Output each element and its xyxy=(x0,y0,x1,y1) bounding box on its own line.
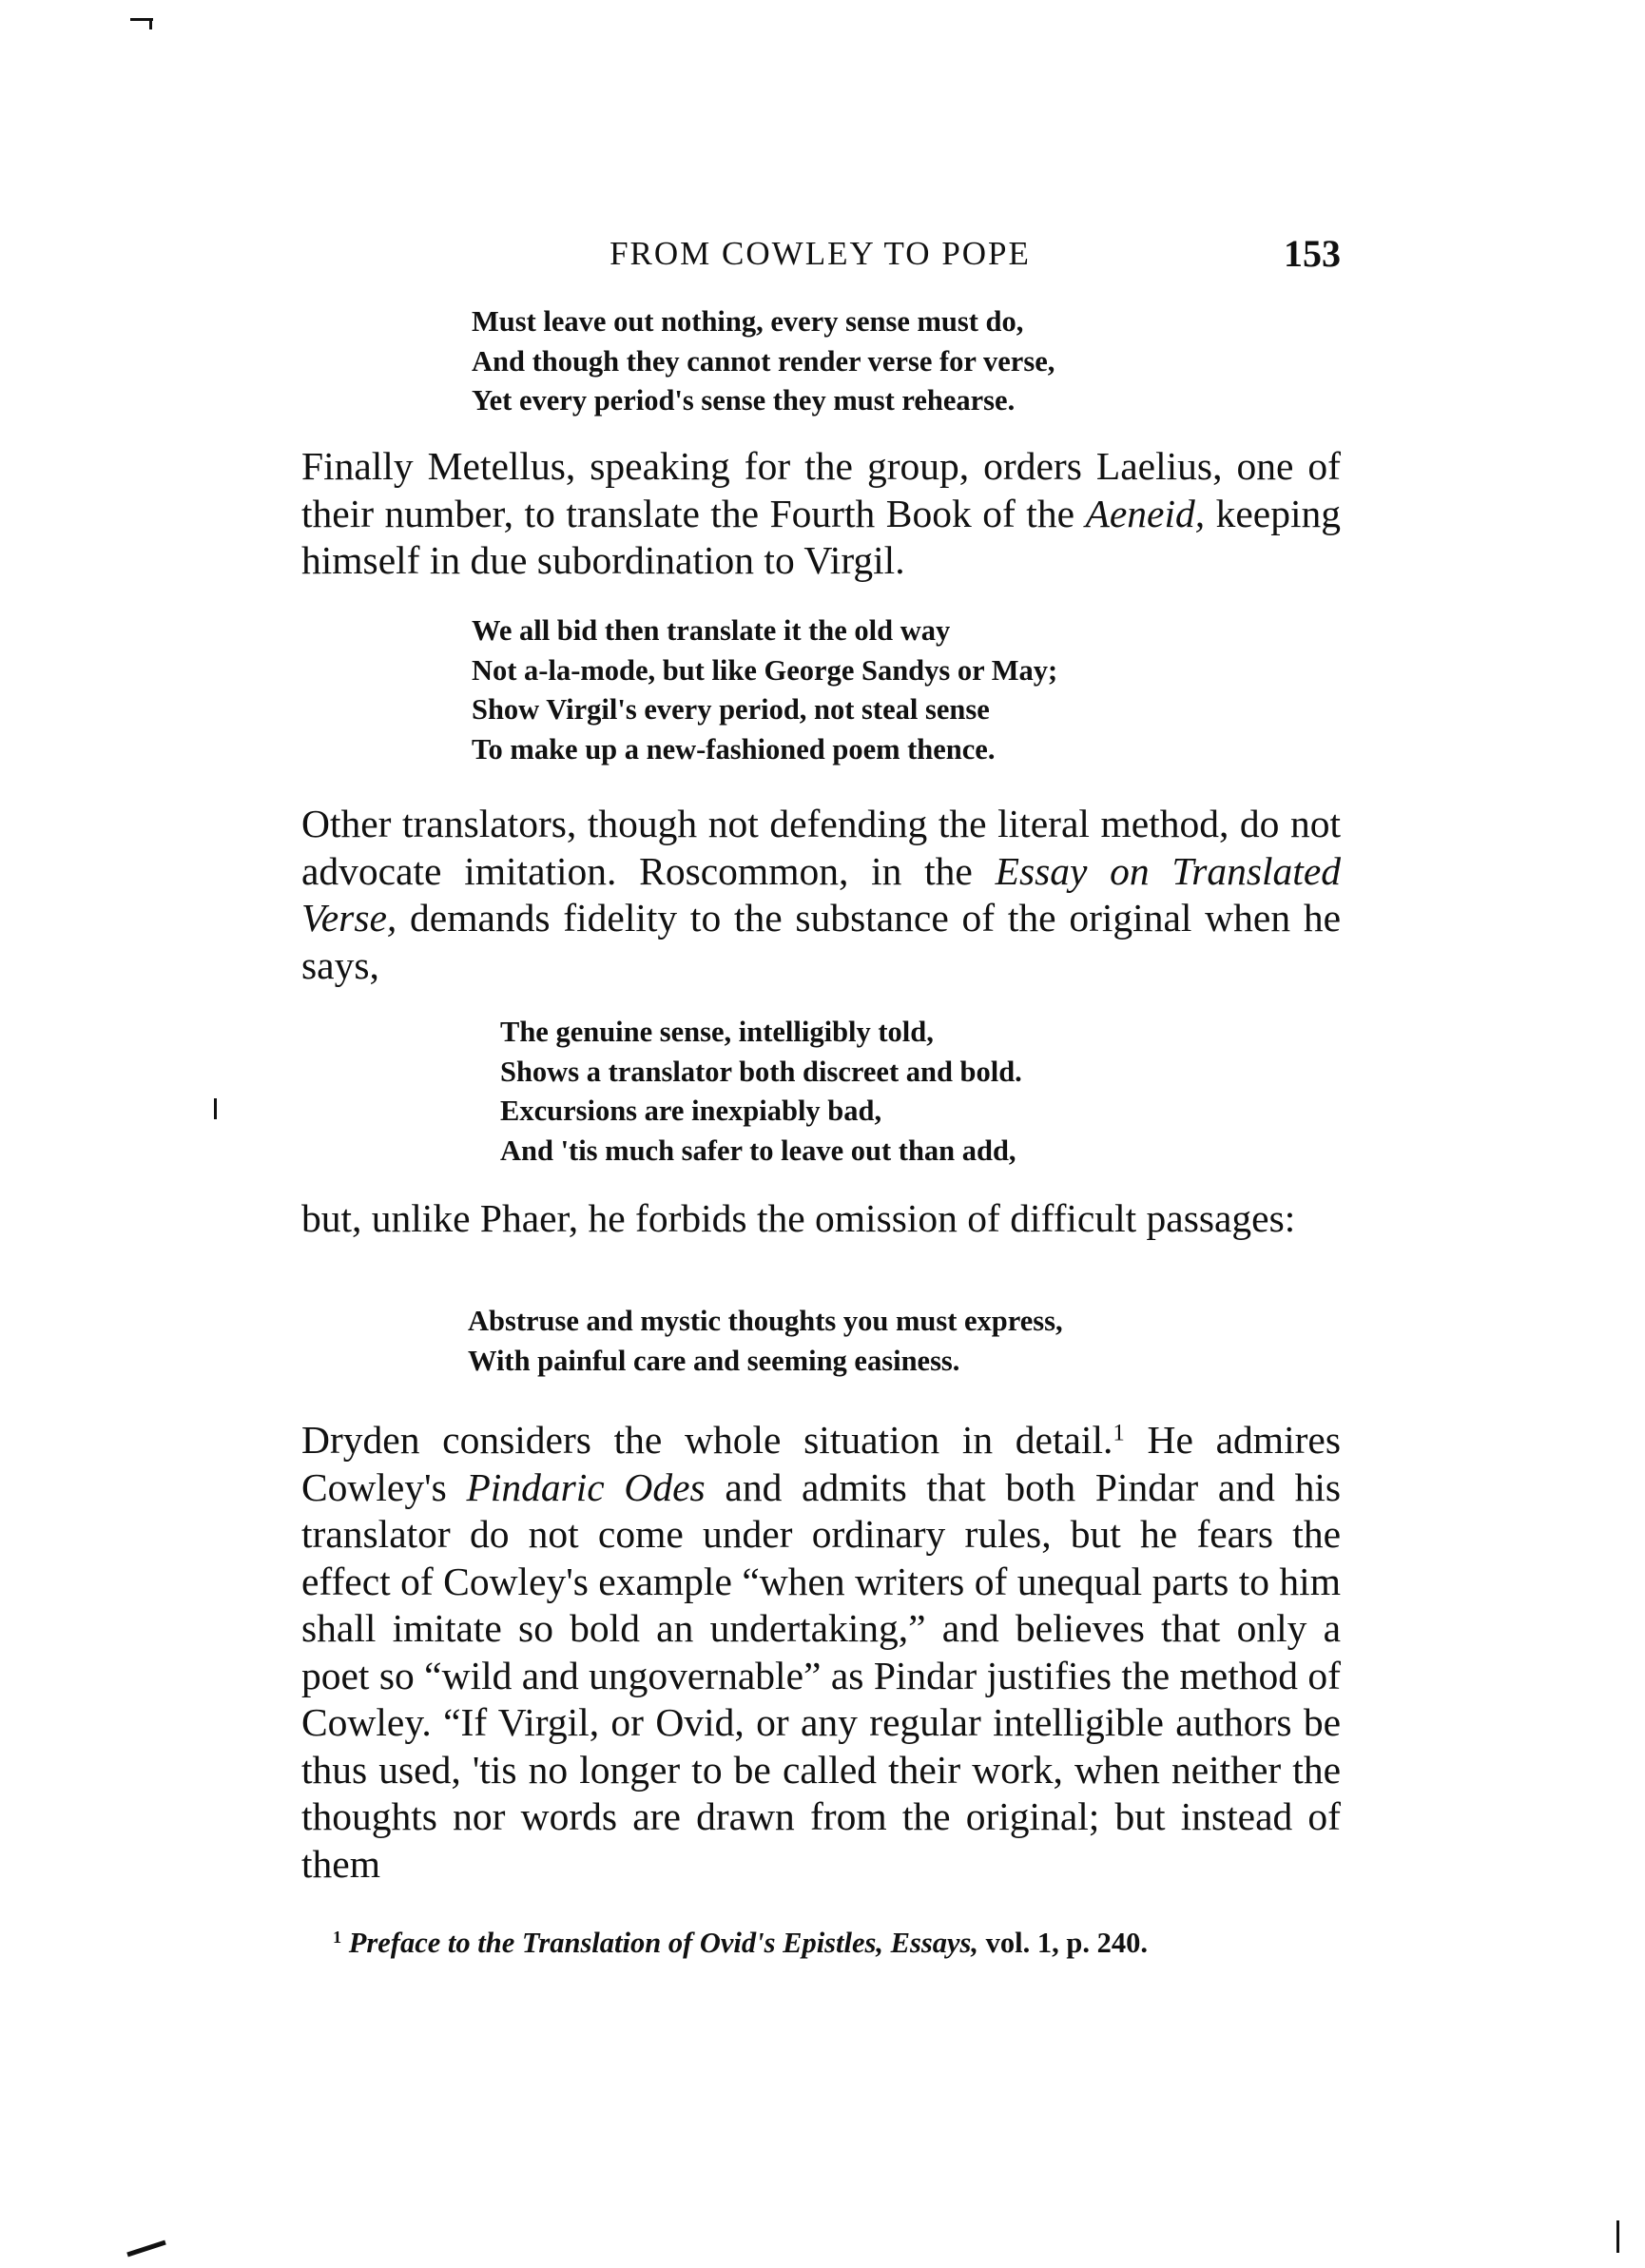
footnote-reference: 1 xyxy=(1113,1420,1125,1446)
verse-line: With painful care and seeming easiness. xyxy=(468,1344,960,1377)
scan-mark-bottom-right xyxy=(1616,2220,1619,2253)
footnote-number: 1 xyxy=(333,1927,342,1947)
verse-line: Must leave out nothing, every sense must do, xyxy=(472,305,1024,338)
scan-mark-bottom-left xyxy=(126,2240,165,2258)
verse-line: Not a-la-mode, but like George Sandys or May; xyxy=(472,653,1058,687)
verse-line: And though they cannot render verse for verse, xyxy=(472,344,1055,378)
verse-quote-2 xyxy=(472,611,1057,769)
verse-line: Excursions are inexpiably bad, xyxy=(500,1095,882,1127)
title-aeneid: Aeneid, xyxy=(1085,491,1206,535)
verse-line: Abstruse and mystic thoughts you must express, xyxy=(468,1305,1063,1337)
running-title: FROM COWLEY TO POPE xyxy=(610,235,1031,272)
verse-line: The genuine sense, intelligibly told, xyxy=(500,1016,934,1048)
paragraph-2: Other translators, though not defending the literal method, do not advocate imitation. Roscommon, in the Essay on Translated Verse, demands fidelity to the substance of the original when he says, xyxy=(301,802,1341,987)
footnote-citation: Preface to the Translation of Ovid's Epistles, Essays, xyxy=(348,1927,979,1959)
verse-line: Yet every period's sense they must rehearse. xyxy=(472,384,1016,417)
page-number: 153 xyxy=(1284,232,1341,275)
verse-quote-1 xyxy=(472,302,1055,421)
page-header xyxy=(300,231,1341,279)
verse-line: Show Virgil's every period, not steal sense xyxy=(472,693,990,726)
title-essay-on-translated-verse: Essay on Translated Verse, xyxy=(301,848,1341,940)
paragraph-3: but, unlike Phaer, he forbids the omission of difficult passages: xyxy=(301,1196,1296,1240)
footnote xyxy=(333,1927,1148,1960)
verse-line: We all bid then translate it the old way xyxy=(472,614,951,647)
margin-mark-left xyxy=(214,1098,217,1119)
paragraph-4: Dryden considers the whole situation in detail.$^1$ He admires Cowley's Pindaric Odes and admits that both Pindar and his translator do not come under ordinary rules, but he fears the effect of Cowley's example “when writers of unequal parts to him shall imitate so bold an undertaking,” and believes that only a poet so “wild and ungovernable” as Pindar justifies the method of Cowley. “If Virgil, or Ovid, or any regular intelligible authors be thus used, 'tis no longer to be called their work, when neither the thoughts nor words are drawn from the original; but instead of them xyxy=(301,1418,1341,1886)
footnote-locator: vol. 1, p. 240. xyxy=(978,1927,1148,1959)
verse-line: Shows a translator both discreet and bold. xyxy=(500,1055,1022,1088)
verse-line: To make up a new-fashioned poem thence. xyxy=(472,732,996,766)
scan-mark-top-left-tick xyxy=(149,18,152,29)
title-pindaric-odes: Pindaric Odes xyxy=(466,1464,706,1509)
verse-quote-4 xyxy=(468,1302,1063,1381)
verse-quote-3 xyxy=(500,1013,1022,1171)
verse-line: And 'tis much safer to leave out than add, xyxy=(500,1134,1016,1167)
paragraph-1: Finally Metellus, speaking for the group, orders Laelius, one of their number, to translate the Fourth Book of the Aeneid, keeping himself in due subordination to Virgil. xyxy=(301,444,1341,582)
